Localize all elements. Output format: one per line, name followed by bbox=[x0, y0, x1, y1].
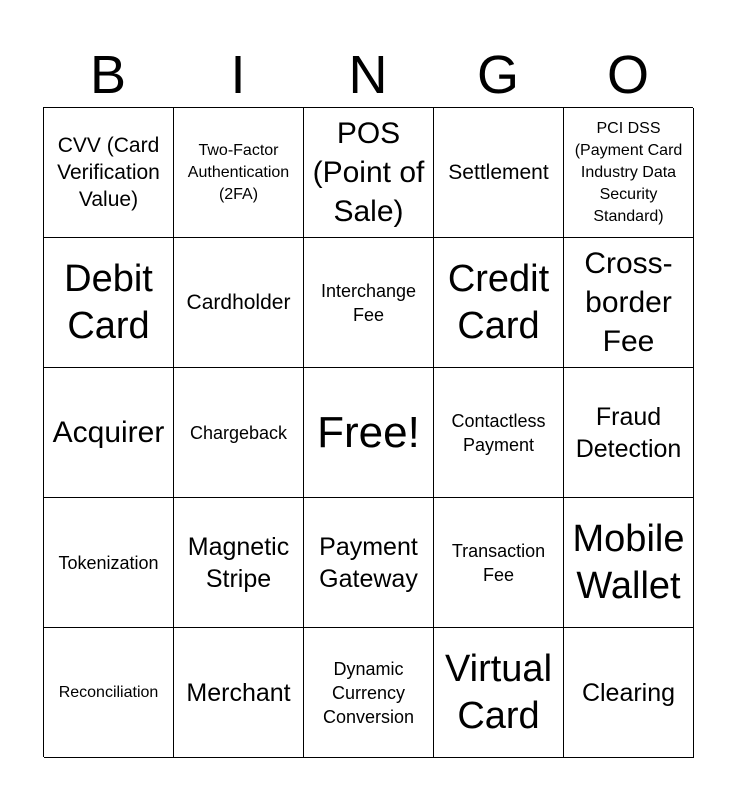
bingo-cell-b5[interactable] bbox=[44, 628, 174, 758]
bingo-cell-i1[interactable] bbox=[174, 108, 304, 238]
cell-text: Two-Factor Authentication (2FA) bbox=[187, 141, 290, 203]
bingo-cell-g2[interactable] bbox=[434, 238, 564, 368]
cell-text: Clearing bbox=[581, 678, 676, 707]
cell-text: Merchant bbox=[186, 678, 291, 707]
bingo-cell-i3[interactable] bbox=[174, 368, 304, 498]
cell-text: Transaction Fee bbox=[451, 540, 546, 585]
bingo-cell-b1[interactable] bbox=[44, 108, 174, 238]
bingo-cell-n2[interactable] bbox=[304, 238, 434, 368]
bingo-cell-n5[interactable] bbox=[304, 628, 434, 758]
bingo-cell-n1[interactable] bbox=[304, 108, 434, 238]
bingo-board bbox=[43, 107, 693, 757]
header-letter-b: B bbox=[89, 45, 127, 105]
cell-text: Settlement bbox=[448, 161, 549, 184]
cell-text: Debit Card bbox=[64, 257, 153, 347]
cell-text: Fraud Detection bbox=[575, 402, 682, 463]
cell-text: Payment Gateway bbox=[319, 532, 418, 593]
cell-text: PCI DSS (Payment Card Industry Data Security Standard) bbox=[574, 119, 683, 225]
bingo-cell-o4[interactable] bbox=[564, 498, 694, 628]
bingo-cell-o3[interactable] bbox=[564, 368, 694, 498]
cell-text: Interchange Fee bbox=[320, 280, 417, 325]
bingo-cell-i5[interactable] bbox=[174, 628, 304, 758]
cell-text: CVV (Card Verification Value) bbox=[57, 134, 160, 211]
bingo-cell-o2[interactable] bbox=[564, 238, 694, 368]
cell-text: Mobile Wallet bbox=[572, 517, 685, 607]
cell-text: Reconciliation bbox=[58, 683, 159, 701]
cell-text: Virtual Card bbox=[444, 647, 553, 737]
cell-text: Magnetic Stripe bbox=[187, 532, 290, 593]
bingo-cell-g4[interactable] bbox=[434, 498, 564, 628]
bingo-cell-o5[interactable] bbox=[564, 628, 694, 758]
bingo-cell-g3[interactable] bbox=[434, 368, 564, 498]
free-space-text: Free! bbox=[317, 407, 420, 457]
bingo-cell-free[interactable] bbox=[304, 368, 434, 498]
bingo-header bbox=[43, 42, 693, 108]
bingo-cell-i2[interactable] bbox=[174, 238, 304, 368]
cell-text: Cross-border Fee bbox=[584, 247, 673, 358]
bingo-cell-b4[interactable] bbox=[44, 498, 174, 628]
bingo-cell-g5[interactable] bbox=[434, 628, 564, 758]
cell-text: Tokenization bbox=[58, 552, 159, 573]
cell-text: Credit Card bbox=[447, 257, 550, 347]
header-letter-i: I bbox=[230, 45, 246, 105]
bingo-cell-b2[interactable] bbox=[44, 238, 174, 368]
header-letter-n: N bbox=[348, 45, 388, 105]
cell-text: Contactless Payment bbox=[451, 410, 546, 455]
header-letter-o: O bbox=[606, 45, 649, 105]
cell-text: Chargeback bbox=[189, 422, 288, 443]
header-letter-g: G bbox=[476, 45, 519, 105]
bingo-cell-g1[interactable] bbox=[434, 108, 564, 238]
bingo-cell-b3[interactable] bbox=[44, 368, 174, 498]
bingo-cell-n4[interactable] bbox=[304, 498, 434, 628]
bingo-cell-o1[interactable] bbox=[564, 108, 694, 238]
cell-text: Acquirer bbox=[52, 416, 165, 449]
cell-text: POS (Point of Sale) bbox=[312, 117, 425, 228]
cell-text: Dynamic Currency Conversion bbox=[322, 658, 415, 727]
cell-text: Cardholder bbox=[186, 291, 291, 314]
bingo-cell-i4[interactable] bbox=[174, 498, 304, 628]
